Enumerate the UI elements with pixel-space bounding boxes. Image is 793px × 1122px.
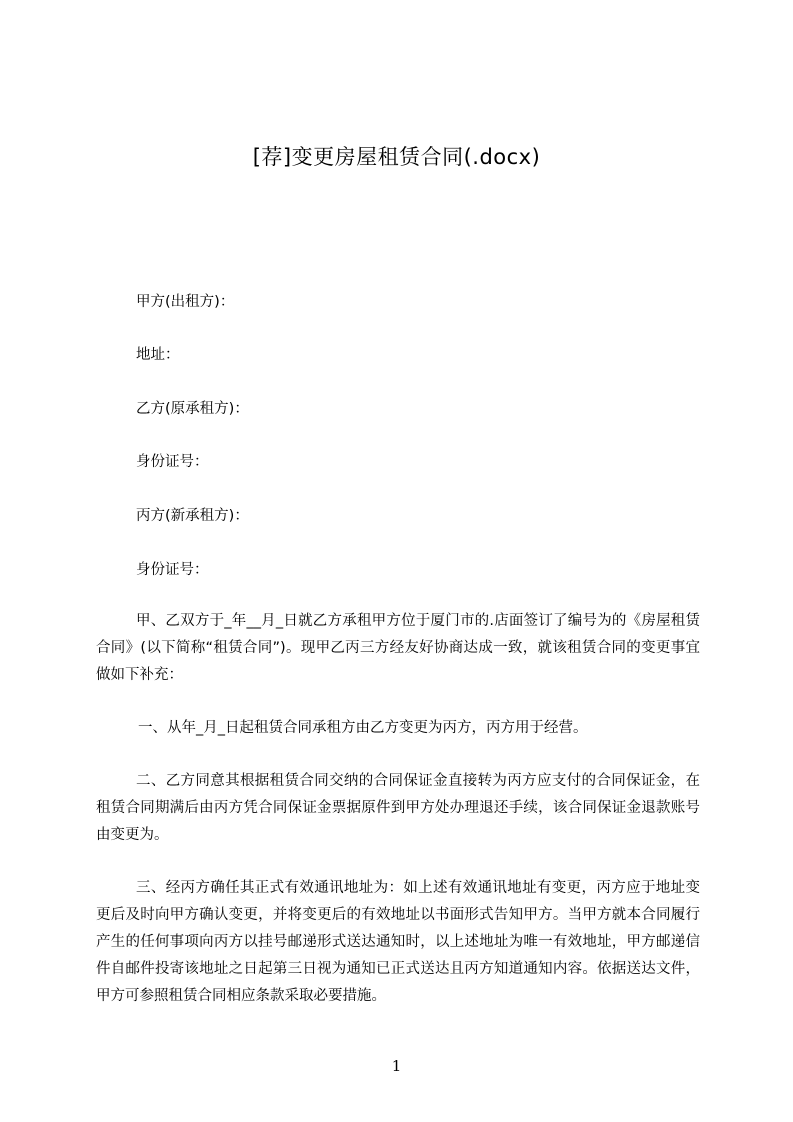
document-title: [荐]变更房屋租赁合同(.docx) (252, 145, 541, 169)
clause-1: 一、从年_月_日起租赁合同承租方由乙方变更为丙方，丙方用于经营。 (138, 720, 588, 736)
intro-paragraph: 甲、乙双方于_年__月_日就乙方承租甲方位于厦门市的.店面签订了编号为的《房屋租赁合同》(以下简称“租赁合同”)。现甲乙丙三方经友好协商达成一致，就该租赁合同的变更事宜做如下补充： (96, 613, 700, 683)
party-b-id-label: 身份证号： (136, 454, 209, 470)
clause-3: 三、经丙方确任其正式有效通讯地址为：如上述有效通讯地址有变更，丙方应于地址变更后及时向甲方确认变更，并将变更后的有效地址以书面形式告知甲方。当甲方就本合同履行产生的任何事项向丙方以挂号邮递形式送达通知时，以上述地址为唯一有效地址，甲方邮递信件自邮件投寄该地址之日起第三日视为通知已正式送达且丙方知道通知内容。依据送达文件，甲方可参照租赁合同相应条款采取必要措施。 (96, 880, 700, 1004)
page-number: 1 (391, 1057, 402, 1075)
party-c-label: 丙方(新承租方)： (136, 508, 249, 524)
address-label: 地址： (136, 347, 180, 363)
party-c-id-label: 身份证号： (136, 562, 209, 578)
clause-2: 二、乙方同意其根据租赁合同交纳的合同保证金直接转为丙方应支付的合同保证金，在租赁合同期满后由丙方凭合同保证金票据原件到甲方处办理退还手续，该合同保证金退款账号由变更为。 (96, 773, 700, 843)
party-b-label: 乙方(原承租方)： (136, 401, 249, 417)
party-a-label: 甲方(出租方)： (136, 294, 235, 310)
